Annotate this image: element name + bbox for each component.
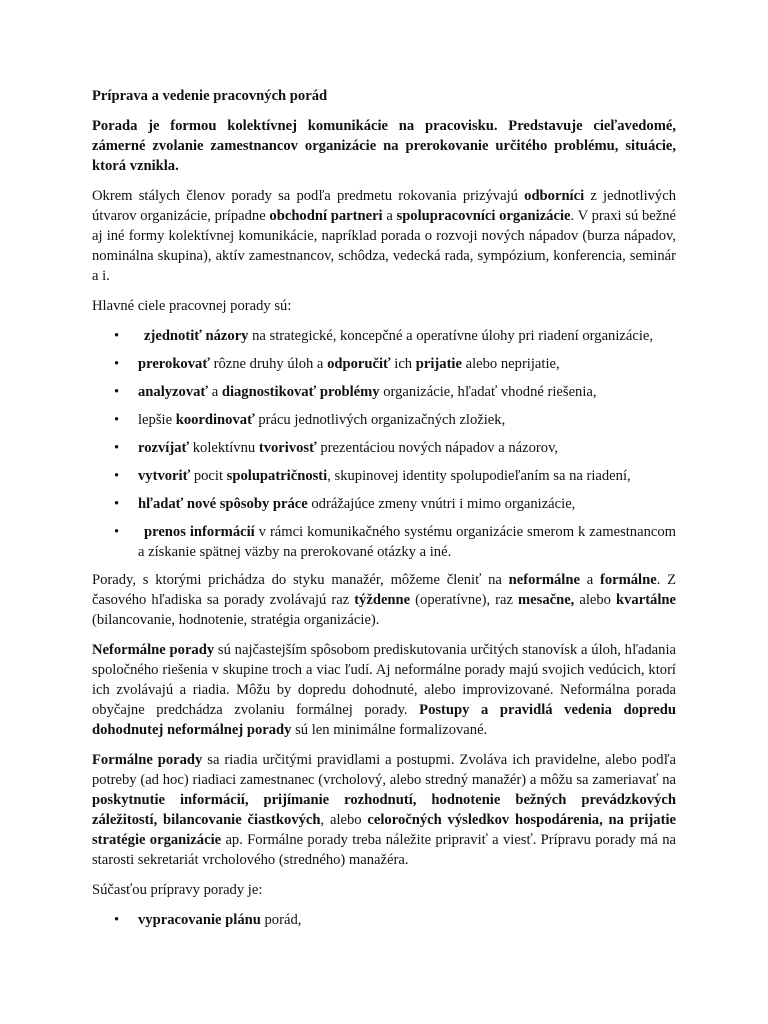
text: . Z časového hľadiska sa porady zvolávajú raz (92, 572, 677, 608)
list-item (92, 494, 676, 514)
text: organizácie, hľadať vhodné riešenia, (379, 384, 597, 400)
text: sú najčastejším spôsobom prediskutovania určitých stanovísk a úloh, hľadania spoločného riešenia v skupine troch a viac ľudí. Aj neformálne porady majú svojich vedúcich, ktorí ich zvolávajú a riadia. Môžu by dopredu dohodnuté, alebo improvizované. Neformálna porada obyčajne predchádza zvolaniu formálnej porady. (92, 642, 676, 718)
bold-text: mesačne, (518, 592, 575, 608)
bold-text: analyzovať (138, 384, 209, 400)
text: ich (390, 356, 416, 372)
bold-text: spolupracovníci organizácie (396, 208, 571, 224)
text: (operatívne), raz (410, 592, 518, 608)
text: alebo neprijatie, (461, 356, 560, 372)
text: sú len minimálne formalizované. (291, 722, 488, 738)
text: pocit (190, 468, 227, 484)
paragraph-types (92, 570, 676, 630)
prep-list (92, 910, 676, 930)
text: , skupinovej identity spolupodieľaním sa na riadení, (327, 468, 631, 484)
text: na strategické, koncepčné a operatívne úlohy pri riadení organizácie, (248, 328, 654, 344)
bullet-icon: • (114, 328, 120, 344)
bold-text: diagnostikovať problémy (221, 384, 380, 400)
bold-text: hľadať nové spôsoby práce (138, 496, 308, 512)
paragraph-formal (92, 750, 676, 870)
paragraph-informal (92, 640, 676, 740)
bold-text: týždenne (354, 592, 411, 608)
list-item (92, 910, 676, 930)
bullet-icon: • (114, 496, 120, 512)
bold-text: celoročných výsledkov hospodárenia, na prijatie stratégie organizácie (92, 812, 676, 848)
bold-text: prijatie (415, 356, 462, 372)
paragraph-members (92, 186, 676, 286)
bullet-icon: • (114, 912, 120, 928)
bold-text: koordinovať (175, 412, 255, 428)
text: kolektívnu (189, 440, 259, 456)
bold-text: poskytnutie informácií, prijímanie rozhodnutí, hodnotenie bežných prevádzkových záležitostí, bilancovanie čiastkových (92, 792, 676, 828)
text: rôzne druhy úloh a (209, 356, 328, 372)
list-item (92, 354, 676, 374)
list-item (92, 410, 676, 430)
text: a (208, 384, 222, 400)
bold-text: neformálne (508, 572, 580, 588)
list-item (92, 522, 676, 562)
bold-text: Postupy a pravidlá vedenia dopredu dohodnutej neformálnej porady (92, 702, 676, 738)
goals-intro: Hlavné ciele pracovnej porady sú: (92, 298, 292, 314)
bold-text: kvartálne (616, 592, 676, 608)
bold-text: spolupatričnosti (226, 468, 328, 484)
prep-intro: Súčasťou prípravy porady je: (92, 882, 263, 898)
bold-text: obchodní partneri (269, 208, 383, 224)
text: , alebo (320, 812, 368, 828)
text: a (382, 208, 397, 224)
text: a (579, 572, 600, 588)
bold-text: Formálne porady (92, 752, 203, 768)
lead-paragraph: Porada je formou kolektívnej komunikácie na pracovisku. Predstavuje cieľavedomé, zámerné zvolanie zamestnancov organizácie na prerokovanie určitého problému, situácie, ktorá vznikla. (92, 118, 676, 174)
list-item (92, 466, 676, 486)
bold-text: rozvíjať (138, 440, 190, 456)
bold-text: tvorivosť (258, 440, 317, 456)
list-item (92, 326, 676, 346)
text: Porady, s ktorými prichádza do styku manažér, môžeme členiť na (92, 572, 509, 588)
bullet-icon: • (114, 384, 120, 400)
text: . V praxi sú bežné aj iné formy kolektívnej komunikácie, napríklad porada o rozvoji nových nápadov (burza nápadov, nominálna skupina), aktív zamestnancov, schôdza, vedecká rada, sympózium, konferencia, seminár a i. (92, 208, 676, 284)
bold-text: vytvoriť (138, 468, 191, 484)
text: Okrem stálych členov porady sa podľa predmetu rokovania prizývajú (92, 188, 525, 204)
bold-text: odborníci (524, 188, 585, 204)
text: v rámci komunikačného systému organizácie smerom k zamestnancom a získanie spätnej väzby na prerokované otázky a iné. (138, 524, 676, 560)
document-title: Príprava a vedenie pracovných porád (92, 88, 328, 104)
bold-text: vypracovanie plánu (138, 912, 261, 928)
text: lepšie (138, 412, 176, 428)
bold-text: zjednotiť názory (144, 328, 249, 344)
bullet-icon: • (114, 468, 120, 484)
text: (bilancovanie, hodnotenie, stratégia organizácie). (92, 612, 380, 628)
bold-text: formálne (599, 572, 657, 588)
text: odrážajúce zmeny vnútri i mimo organizácie, (307, 496, 576, 512)
bold-text: Neformálne porady (92, 642, 215, 658)
bullet-icon: • (114, 412, 120, 428)
bold-text: prerokovať (138, 356, 210, 372)
bold-text: prenos informácií (144, 524, 255, 540)
text: z jednotlivých útvarov organizácie, prípadne (92, 188, 676, 224)
text: ap. Formálne porady treba náležite pripraviť a viesť. Prípravu porady má na starosti sekretariát vrcholového (stredného) manažéra. (92, 832, 676, 868)
text: porád, (260, 912, 302, 928)
goals-list (92, 326, 676, 562)
text: sa riadia určitými pravidlami a postupmi. Zvoláva ich pravidelne, alebo podľa potreby (ad hoc) riadiaci zamestnanec (vrcholový, alebo stredný manažér) a môžu sa zameriavať na (92, 752, 676, 788)
text: prezentáciou nových nápadov a názorov, (316, 440, 559, 456)
bullet-icon: • (114, 440, 120, 456)
bullet-icon: • (114, 356, 120, 372)
bullet-icon: • (114, 524, 120, 540)
text: alebo (574, 592, 616, 608)
bold-text: odporučiť (327, 356, 391, 372)
list-item (92, 438, 676, 458)
list-item (92, 382, 676, 402)
text: prácu jednotlivých organizačných zložiek, (254, 412, 506, 428)
